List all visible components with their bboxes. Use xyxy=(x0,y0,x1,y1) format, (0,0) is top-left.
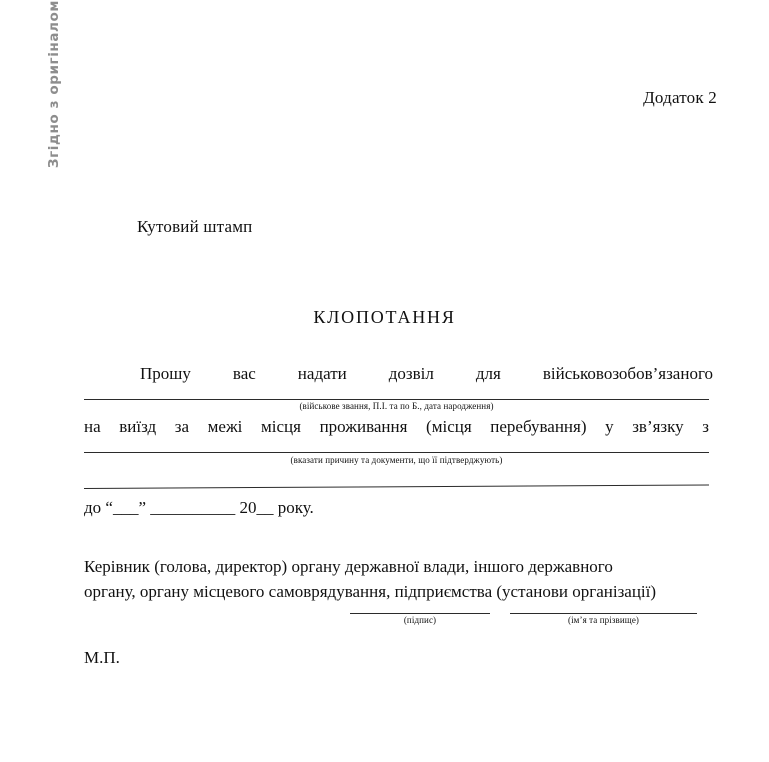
appendix-number-label: Додаток 2 xyxy=(643,88,717,107)
caption-serviceman-details: (військове звання, П.І. та по Б., дата народження) xyxy=(299,401,494,411)
document-title: КЛОПОТАННЯ xyxy=(313,307,456,327)
certified-copy-side-stamp: Згідно з оригіналом xyxy=(46,0,62,169)
request-body-line-1: Прошу вас надати дозвіл для військовозобов’язаного xyxy=(140,364,713,383)
fill-in-rule-serviceman-details[interactable] xyxy=(84,399,709,400)
caption-reason-documents: (вказати причину та документи, що її підтверджують) xyxy=(290,455,503,465)
fill-in-rule-reason[interactable] xyxy=(84,452,709,453)
signer-title-line-2: органу, органу місцевого самоврядування, підприємства (установи організації) xyxy=(84,582,657,601)
fill-in-rule-reason-continued[interactable] xyxy=(84,485,709,489)
signer-title-line-1: Керівник (голова, директор) органу державної влади, іншого державного xyxy=(84,557,613,576)
caption-full-name: (ім’я та прізвище) xyxy=(567,615,640,625)
validity-date-line[interactable]: до “___” __________ 20__ року. xyxy=(84,498,314,517)
signer-title-block xyxy=(84,554,684,604)
seal-place-mark: М.П. xyxy=(84,648,120,667)
signature-rule[interactable] xyxy=(350,613,490,614)
full-name-rule[interactable] xyxy=(510,613,697,614)
request-body-line-2: на виїзд за межі місця проживання (місця перебування) у зв’язку з xyxy=(84,417,709,436)
caption-signature: (підпис) xyxy=(403,615,437,625)
corner-stamp-placeholder: Кутовий штамп xyxy=(137,217,253,236)
